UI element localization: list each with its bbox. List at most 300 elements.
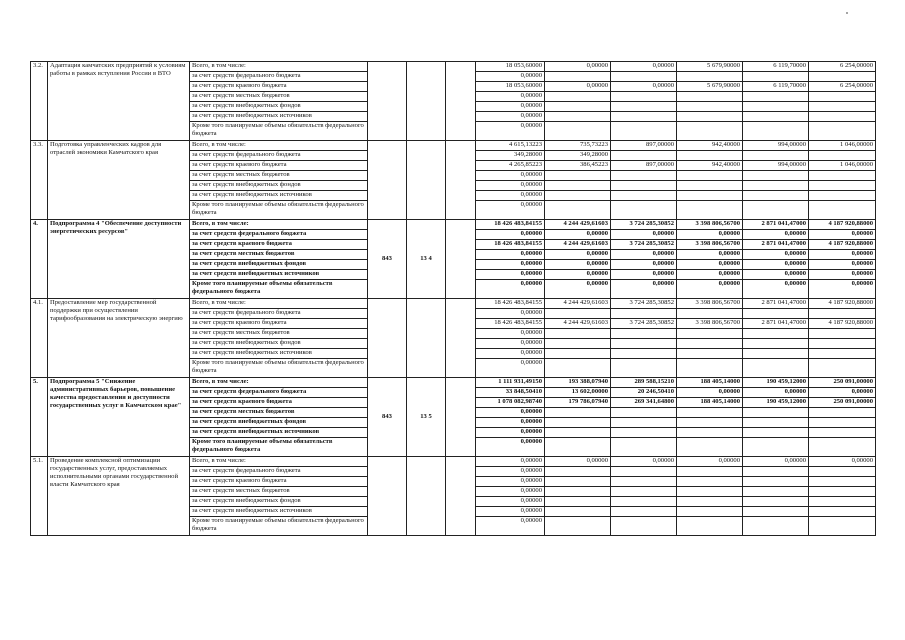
funding-source: Кроме того планируемые объемы обязательств федерального бюджета [190, 517, 368, 536]
year-value [545, 438, 611, 457]
section-number: 5.1. [31, 457, 48, 536]
total-value: 0,00000 [476, 92, 545, 102]
year-value [545, 467, 611, 477]
section-title: Проведение комплексной оптимизации государственных услуг, предоставляемых исполнительными органами государственной власти Камчатского края [48, 457, 190, 536]
year-value [611, 122, 677, 141]
funding-source: за счет средств внебюджетных фондов [190, 181, 368, 191]
year-value: 0,00000 [743, 280, 809, 299]
total-value: 0,00000 [476, 517, 545, 536]
gr-code [368, 141, 407, 220]
funding-source: за счет средств внебюджетных фондов [190, 102, 368, 112]
year-value [677, 309, 743, 319]
year-value: 0,00000 [611, 62, 677, 72]
year-value [545, 329, 611, 339]
year-value: 0,00000 [677, 260, 743, 270]
year-value [545, 477, 611, 487]
year-value [611, 507, 677, 517]
year-value [545, 428, 611, 438]
year-value [743, 92, 809, 102]
year-value [677, 507, 743, 517]
year-value [809, 477, 876, 487]
year-value [809, 428, 876, 438]
year-value [611, 309, 677, 319]
total-value: 33 848,50410 [476, 388, 545, 398]
gr-code: 843 [368, 378, 407, 457]
year-value [545, 72, 611, 82]
year-value [809, 191, 876, 201]
year-value: 6 119,70000 [743, 82, 809, 92]
total-value: 0,00000 [476, 359, 545, 378]
year-value [545, 191, 611, 201]
funding-source: за счет средств местных бюджетов [190, 250, 368, 260]
year-value [809, 418, 876, 428]
year-value: 0,00000 [677, 280, 743, 299]
year-value: 994,00000 [743, 141, 809, 151]
year-value [611, 112, 677, 122]
year-value: 6 254,00000 [809, 82, 876, 92]
total-value: 4 265,85223 [476, 161, 545, 171]
year-value [677, 467, 743, 477]
total-value: 18 426 483,84155 [476, 319, 545, 329]
funding-source: Всего, в том числе: [190, 299, 368, 309]
year-value: 0,00000 [545, 62, 611, 72]
year-value: 0,00000 [545, 250, 611, 260]
funding-source: за счет средств внебюджетных фондов [190, 339, 368, 349]
funding-source: за счет средств федерального бюджета [190, 467, 368, 477]
year-value [611, 339, 677, 349]
total-value: 0,00000 [476, 349, 545, 359]
year-value: 0,00000 [809, 260, 876, 270]
funding-source: за счет средств внебюджетных фондов [190, 260, 368, 270]
funding-source: за счет средств местных бюджетов [190, 171, 368, 181]
budget-sheet [30, 61, 876, 536]
funding-source: Всего, в том числе: [190, 457, 368, 467]
funding-source: Кроме того планируемые объемы обязательств федерального бюджета [190, 280, 368, 299]
year-value: 5 679,90000 [677, 62, 743, 72]
year-value: 1 046,00000 [809, 161, 876, 171]
year-value: 0,00000 [809, 230, 876, 240]
year-value: 2 871 041,47000 [743, 319, 809, 329]
year-value: 0,00000 [677, 250, 743, 260]
year-value: 4 187 920,88000 [809, 299, 876, 309]
year-value [545, 408, 611, 418]
year-value: 0,00000 [809, 280, 876, 299]
empty-cell [446, 141, 476, 220]
year-value [677, 438, 743, 457]
year-value: 0,00000 [545, 270, 611, 280]
year-value [809, 171, 876, 181]
year-value [611, 428, 677, 438]
total-value: 0,00000 [476, 250, 545, 260]
section-title: Предоставление мер государственной поддержки при осуществлении тарифообразования на электрическую энергию [48, 299, 190, 378]
year-value [545, 309, 611, 319]
year-value: 3 724 285,30852 [611, 299, 677, 309]
year-value: 4 244 429,61603 [545, 220, 611, 230]
year-value [743, 201, 809, 220]
year-value: 0,00000 [611, 457, 677, 467]
year-value: 0,00000 [743, 270, 809, 280]
funding-source: Всего, в том числе: [190, 62, 368, 72]
year-value: 1 046,00000 [809, 141, 876, 151]
year-value: 190 459,12000 [743, 398, 809, 408]
year-value [677, 112, 743, 122]
budget-table [30, 61, 876, 536]
year-value: 5 679,90000 [677, 82, 743, 92]
year-value: 0,00000 [611, 230, 677, 240]
year-value: 190 459,12000 [743, 378, 809, 388]
year-value [809, 329, 876, 339]
total-value: 0,00000 [476, 477, 545, 487]
funding-source: за счет средств внебюджетных источников [190, 112, 368, 122]
year-value: 3 724 285,30852 [611, 240, 677, 250]
total-value: 0,00000 [476, 201, 545, 220]
year-value [677, 408, 743, 418]
year-value [743, 191, 809, 201]
year-value: 3 398 806,56700 [677, 240, 743, 250]
year-value: 3 724 285,30852 [611, 319, 677, 329]
year-value [611, 487, 677, 497]
year-value [611, 329, 677, 339]
year-value [611, 408, 677, 418]
funding-source: Всего, в том числе: [190, 220, 368, 230]
funding-source: за счет средств местных бюджетов [190, 408, 368, 418]
funding-source: за счет средств местных бюджетов [190, 92, 368, 102]
year-value [611, 438, 677, 457]
section-title: Подпрограмма 4 "Обеспечение доступности энергетических ресурсов" [48, 220, 190, 299]
year-value [611, 72, 677, 82]
year-value [809, 517, 876, 536]
year-value [677, 487, 743, 497]
year-value: 386,45223 [545, 161, 611, 171]
year-value: 6 254,00000 [809, 62, 876, 72]
year-value [809, 359, 876, 378]
year-value [743, 408, 809, 418]
year-value: 735,73223 [545, 141, 611, 151]
year-value: 269 341,64800 [611, 398, 677, 408]
year-value [743, 122, 809, 141]
year-value: 4 244 429,61603 [545, 240, 611, 250]
year-value [809, 507, 876, 517]
year-value [611, 201, 677, 220]
year-value [677, 92, 743, 102]
year-value: 250 091,00000 [809, 378, 876, 388]
year-value: 897,00000 [611, 141, 677, 151]
year-value [743, 309, 809, 319]
year-value [809, 309, 876, 319]
funding-source: Кроме того планируемые объемы обязательств федерального бюджета [190, 122, 368, 141]
year-value [545, 507, 611, 517]
year-value: 0,00000 [545, 457, 611, 467]
year-value [677, 102, 743, 112]
year-value [809, 497, 876, 507]
year-value: 3 398 806,56700 [677, 319, 743, 329]
year-value: 4 244 429,61603 [545, 319, 611, 329]
year-value [677, 359, 743, 378]
year-value [743, 151, 809, 161]
year-value: 349,28000 [545, 151, 611, 161]
year-value: 3 724 285,30852 [611, 220, 677, 230]
year-value: 2 871 041,47000 [743, 299, 809, 309]
total-value: 0,00000 [476, 171, 545, 181]
year-value [611, 349, 677, 359]
total-value: 0,00000 [476, 457, 545, 467]
year-value [677, 201, 743, 220]
year-value [545, 418, 611, 428]
funding-source: за счет средств внебюджетных источников [190, 428, 368, 438]
year-value [677, 339, 743, 349]
year-value: 0,00000 [677, 230, 743, 240]
funding-source: за счет средств внебюджетных фондов [190, 497, 368, 507]
year-value [611, 171, 677, 181]
year-value: 0,00000 [677, 457, 743, 467]
empty-cell [446, 457, 476, 536]
funding-source: за счет средств внебюджетных источников [190, 191, 368, 201]
funding-source: Кроме того планируемые объемы обязательств федерального бюджета [190, 438, 368, 457]
year-value: 0,00000 [545, 280, 611, 299]
year-value: 4 187 920,88000 [809, 220, 876, 230]
total-value: 18 053,60000 [476, 62, 545, 72]
year-value: 3 398 806,56700 [677, 220, 743, 230]
funding-source: за счет средств краевого бюджета [190, 240, 368, 250]
year-value [677, 171, 743, 181]
year-value: 13 602,00000 [545, 388, 611, 398]
year-value [611, 181, 677, 191]
total-value: 0,00000 [476, 329, 545, 339]
funding-source: за счет средств федерального бюджета [190, 72, 368, 82]
year-value [677, 122, 743, 141]
year-value [545, 517, 611, 536]
year-value [545, 497, 611, 507]
year-value: 0,00000 [545, 230, 611, 240]
year-value [743, 418, 809, 428]
funding-source: за счет средств внебюджетных источников [190, 270, 368, 280]
program-code [407, 457, 446, 536]
empty-cell [446, 220, 476, 299]
year-value: 0,00000 [611, 270, 677, 280]
total-value: 18 426 483,84155 [476, 240, 545, 250]
year-value [743, 487, 809, 497]
table-row [31, 378, 876, 388]
year-value [743, 467, 809, 477]
year-value [677, 517, 743, 536]
total-value: 0,00000 [476, 467, 545, 477]
year-value [545, 102, 611, 112]
year-value [677, 418, 743, 428]
section-number: 3.2. [31, 62, 48, 141]
year-value [545, 359, 611, 378]
year-value: 0,00000 [611, 250, 677, 260]
total-value: 0,00000 [476, 418, 545, 428]
year-value [743, 329, 809, 339]
program-code: 13 5 [407, 378, 446, 457]
year-value: 897,00000 [611, 161, 677, 171]
year-value [545, 339, 611, 349]
year-value: 289 588,15210 [611, 378, 677, 388]
year-value [677, 329, 743, 339]
year-value: 0,00000 [743, 388, 809, 398]
table-row [31, 299, 876, 309]
funding-source: за счет средств внебюджетных источников [190, 349, 368, 359]
year-value: 0,00000 [743, 457, 809, 467]
year-value [743, 181, 809, 191]
year-value: 20 246,50410 [611, 388, 677, 398]
year-value: 0,00000 [611, 260, 677, 270]
funding-source: Кроме того планируемые объемы обязательств федерального бюджета [190, 359, 368, 378]
program-code [407, 141, 446, 220]
table-row [31, 141, 876, 151]
total-value: 0,00000 [476, 309, 545, 319]
total-value: 0,00000 [476, 280, 545, 299]
year-value [809, 339, 876, 349]
year-value [545, 487, 611, 497]
year-value: 0,00000 [611, 280, 677, 299]
section-title: Подпрограмма 5 "Снижение административных барьеров, повышение качества предоставления и доступности государственных услуг в Камчатском крае" [48, 378, 190, 457]
year-value: 0,00000 [545, 82, 611, 92]
year-value [611, 151, 677, 161]
year-value: 179 786,07940 [545, 398, 611, 408]
section-number: 5. [31, 378, 48, 457]
year-value [743, 112, 809, 122]
year-value [611, 467, 677, 477]
gr-code [368, 62, 407, 141]
year-value [611, 102, 677, 112]
year-value [677, 191, 743, 201]
total-value: 0,00000 [476, 181, 545, 191]
funding-source: за счет средств краевого бюджета [190, 161, 368, 171]
total-value: 0,00000 [476, 339, 545, 349]
year-value [809, 438, 876, 457]
year-value [611, 477, 677, 487]
total-value: 0,00000 [476, 191, 545, 201]
year-value: 942,40000 [677, 141, 743, 151]
year-value: 0,00000 [545, 260, 611, 270]
empty-cell [446, 378, 476, 457]
year-value [545, 201, 611, 220]
year-value [743, 438, 809, 457]
total-value: 0,00000 [476, 428, 545, 438]
funding-source: за счет средств федерального бюджета [190, 151, 368, 161]
year-value [809, 181, 876, 191]
year-value: 2 871 041,47000 [743, 240, 809, 250]
year-value [611, 497, 677, 507]
gr-code: 843 [368, 220, 407, 299]
year-value [545, 92, 611, 102]
year-value: 250 091,00000 [809, 398, 876, 408]
table-row [31, 220, 876, 230]
total-value: 0,00000 [476, 487, 545, 497]
year-value: 2 871 041,47000 [743, 220, 809, 230]
year-value [677, 72, 743, 82]
funding-source: за счет средств краевого бюджета [190, 82, 368, 92]
year-value [677, 497, 743, 507]
program-code [407, 62, 446, 141]
year-value [809, 408, 876, 418]
year-value [743, 507, 809, 517]
year-value [743, 72, 809, 82]
year-value: 0,00000 [611, 82, 677, 92]
year-value [809, 201, 876, 220]
empty-cell [446, 299, 476, 378]
year-value: 0,00000 [743, 260, 809, 270]
funding-source: за счет средств внебюджетных источников [190, 507, 368, 517]
funding-source: за счет средств краевого бюджета [190, 477, 368, 487]
total-value: 0,00000 [476, 72, 545, 82]
year-value: 3 398 806,56700 [677, 299, 743, 309]
year-value [677, 477, 743, 487]
gr-code [368, 457, 407, 536]
funding-source: за счет средств федерального бюджета [190, 388, 368, 398]
year-value: 188 405,14000 [677, 378, 743, 388]
year-value [743, 497, 809, 507]
year-value [545, 171, 611, 181]
year-value: 4 244 429,61603 [545, 299, 611, 309]
section-number: 4. [31, 220, 48, 299]
total-value: 18 053,60000 [476, 82, 545, 92]
funding-source: Всего, в том числе: [190, 141, 368, 151]
year-value [545, 181, 611, 191]
year-value: 0,00000 [743, 230, 809, 240]
year-value [743, 477, 809, 487]
section-title: Подготовка управленческих кадров для отраслей экономики Камчатского края [48, 141, 190, 220]
year-value [809, 92, 876, 102]
total-value: 349,28000 [476, 151, 545, 161]
year-value [545, 112, 611, 122]
year-value: 193 388,07940 [545, 378, 611, 388]
funding-source: за счет средств федерального бюджета [190, 230, 368, 240]
year-value [809, 112, 876, 122]
funding-source: за счет средств краевого бюджета [190, 398, 368, 408]
total-value: 0,00000 [476, 230, 545, 240]
year-value [809, 151, 876, 161]
total-value: 0,00000 [476, 112, 545, 122]
year-value [677, 428, 743, 438]
section-title: Адаптация камчатских предприятий к условиям работы в рамках вступления России в ВТО [48, 62, 190, 141]
empty-cell [446, 62, 476, 141]
year-value [743, 517, 809, 536]
year-value [743, 359, 809, 378]
total-value: 0,00000 [476, 497, 545, 507]
total-value: 1 111 931,49150 [476, 378, 545, 388]
year-value: 6 119,70000 [743, 62, 809, 72]
year-value [611, 517, 677, 536]
total-value: 18 426 483,84155 [476, 299, 545, 309]
funding-source: за счет средств федерального бюджета [190, 309, 368, 319]
funding-source: за счет средств внебюджетных фондов [190, 418, 368, 428]
year-value: 0,00000 [743, 250, 809, 260]
year-value: 188 405,14000 [677, 398, 743, 408]
section-number: 4.1. [31, 299, 48, 378]
table-row [31, 62, 876, 72]
year-value [611, 359, 677, 378]
scan-dot [846, 12, 848, 14]
year-value: 4 187 920,88000 [809, 240, 876, 250]
year-value [743, 428, 809, 438]
year-value [545, 349, 611, 359]
year-value [743, 171, 809, 181]
year-value [743, 349, 809, 359]
funding-source: за счет средств краевого бюджета [190, 319, 368, 329]
total-value: 0,00000 [476, 270, 545, 280]
year-value: 0,00000 [677, 270, 743, 280]
year-value: 0,00000 [809, 250, 876, 260]
year-value [611, 418, 677, 428]
funding-source: за счет средств местных бюджетов [190, 329, 368, 339]
year-value: 4 187 920,88000 [809, 319, 876, 329]
year-value: 0,00000 [809, 270, 876, 280]
total-value: 0,00000 [476, 507, 545, 517]
total-value: 18 426 483,84155 [476, 220, 545, 230]
table-row [31, 457, 876, 467]
